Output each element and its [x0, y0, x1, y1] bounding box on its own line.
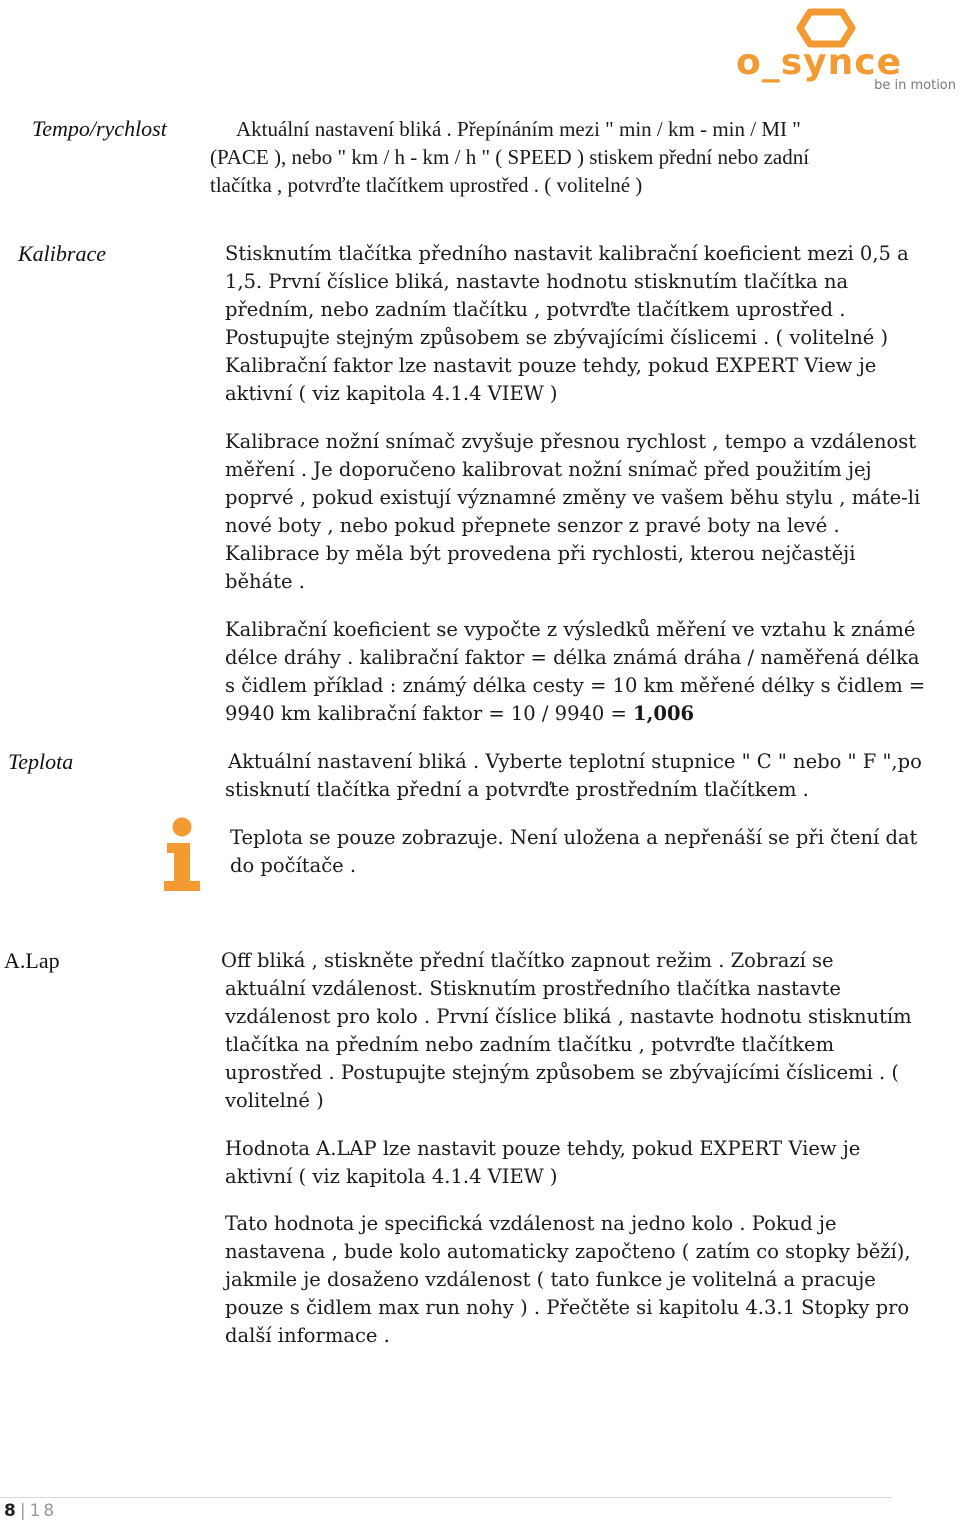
o-synce-logo	[736, 8, 956, 98]
text-line: vzdálenost pro kolo . První číslice bliká , nastavte hodnotu stisknutím	[225, 1005, 912, 1028]
text-line: předním, nebo zadním tlačítku , potvrďte tlačítkem uprostřed .	[225, 298, 846, 321]
text-line: uprostřed . Postupujte stejným způsobem se zbývajícími číslicemi . (	[225, 1061, 900, 1084]
text-line: Teplota se pouze zobrazuje. Není uložena a nepřenáší se při čtení dat	[230, 826, 918, 849]
text-line: Tato hodnota je specifická vzdálenost na jedno kolo . Pokud je	[225, 1212, 837, 1235]
logo-tagline: be in motion	[874, 78, 956, 93]
text-line: běháte .	[225, 570, 305, 593]
text-line: do počítače .	[230, 854, 357, 877]
text-line: stisknutí tlačítka přední a potvrďte prostředním tlačítkem .	[225, 778, 809, 801]
text-line: aktivní ( viz kapitola 4.1.4 VIEW )	[225, 382, 558, 405]
alap-paragraph-2	[225, 1135, 860, 1191]
text-line: Aktuální nastavení bliká . Vyberte teplotní stupnice " C " nebo " F ",po	[228, 750, 922, 773]
footer-divider	[0, 1497, 892, 1498]
text-line: Kalibrace by měla být provedena při rychlosti, kterou nejčastěji	[225, 542, 856, 565]
teplota-description	[225, 748, 922, 804]
teplota-note	[230, 824, 917, 880]
text-line: Hodnota A.LAP lze nastavit pouze tehdy, pokud EXPERT View je	[225, 1137, 861, 1160]
text-line: Kalibrační koeficient se vypočte z výsledků měření ve vztahu k známé	[225, 618, 916, 641]
teplota-label: Teplota	[8, 749, 74, 774]
text-line: Postupujte stejným způsobem se zbývajícími číslicemi . ( volitelné )	[225, 326, 889, 349]
kalibrace-paragraph-2	[225, 428, 920, 596]
text-line: aktivní ( viz kapitola 4.1.4 VIEW )	[225, 1165, 558, 1188]
text-line: volitelné )	[225, 1089, 324, 1112]
text-line: Kalibrační faktor lze nastavit pouze tehdy, pokud EXPERT View je	[225, 354, 877, 377]
text-line: Off bliká , stiskněte přední tlačítko zapnout režim . Zobrazí se	[221, 949, 834, 972]
text-line: pouze s čidlem max run nohy ) . Přečtěte si kapitolu 4.3.1 Stopky pro	[225, 1296, 910, 1319]
text-line: délce dráhy . kalibrační faktor = délka známá dráha / naměřená délka	[225, 646, 920, 669]
calibration-result: 1,006	[633, 702, 695, 725]
tempo-description	[210, 115, 809, 199]
text-line: aktuální vzdálenost. Stisknutím prostředního tlačítka nastavte	[225, 977, 841, 1000]
page-total: 18	[29, 1501, 58, 1521]
tempo-label: Tempo/rychlost	[32, 116, 167, 141]
kalibrace-paragraph-1	[225, 240, 909, 408]
text-line: (PACE ), nebo " km / h - km / h " ( SPEED ) stiskem přední nebo zadní	[210, 145, 810, 169]
text-line: nové boty , nebo pokud přepnete senzor z pravé boty na levé .	[225, 514, 840, 537]
text-line: nastavena , bude kolo automaticky započteno ( zatím co stopky běží),	[225, 1240, 911, 1263]
page-number: 8	[4, 1501, 16, 1521]
alap-paragraph-1	[221, 947, 912, 1115]
page-separator: |	[19, 1501, 26, 1521]
logo-wordmark: o_synce	[736, 42, 903, 83]
text-line: tlačítka na předním nebo zadním tlačítku , potvrďte tlačítkem	[225, 1033, 835, 1056]
text-line: měření . Je doporučeno kalibrovat nožní snímač před použitím jej	[225, 458, 872, 481]
text-line: jakmile je dosaženo vzdálenost ( tato funkce je volitelná a pracuje	[225, 1268, 876, 1291]
text-line: další informace .	[225, 1324, 390, 1347]
kalibrace-paragraph-3	[225, 616, 925, 728]
text-line	[225, 700, 925, 728]
alap-paragraph-3	[225, 1210, 911, 1350]
text-line: tlačítka , potvrďte tlačítkem uprostřed . ( volitelné )	[210, 173, 643, 197]
alap-label: A.Lap	[4, 948, 60, 973]
text-line: poprvé , pokud existují významné změny ve vašem běhu stylu , máte-li	[225, 486, 921, 509]
text-line: s čidlem příklad : známý délka cesty = 10 km měřené délky s čidlem =	[225, 674, 926, 697]
text-line: 1,5. První číslice bliká, nastavte hodnotu stisknutím tlačítka na	[225, 270, 849, 293]
text-line: Aktuální nastavení bliká . Přepínáním mezi " min / km - min / MI "	[236, 117, 801, 141]
info-icon	[162, 817, 202, 891]
page-footer	[4, 1500, 57, 1522]
text-line: Stisknutím tlačítka předního nastavit kalibrační koeficient mezi 0,5 a	[225, 242, 909, 265]
text-line: Kalibrace nožní snímač zvyšuje přesnou rychlost , tempo a vzdálenost	[225, 430, 917, 453]
kalibrace-label: Kalibrace	[18, 241, 106, 266]
formula-text: 9940 km kalibrační faktor = 10 / 9940 =	[225, 702, 634, 725]
